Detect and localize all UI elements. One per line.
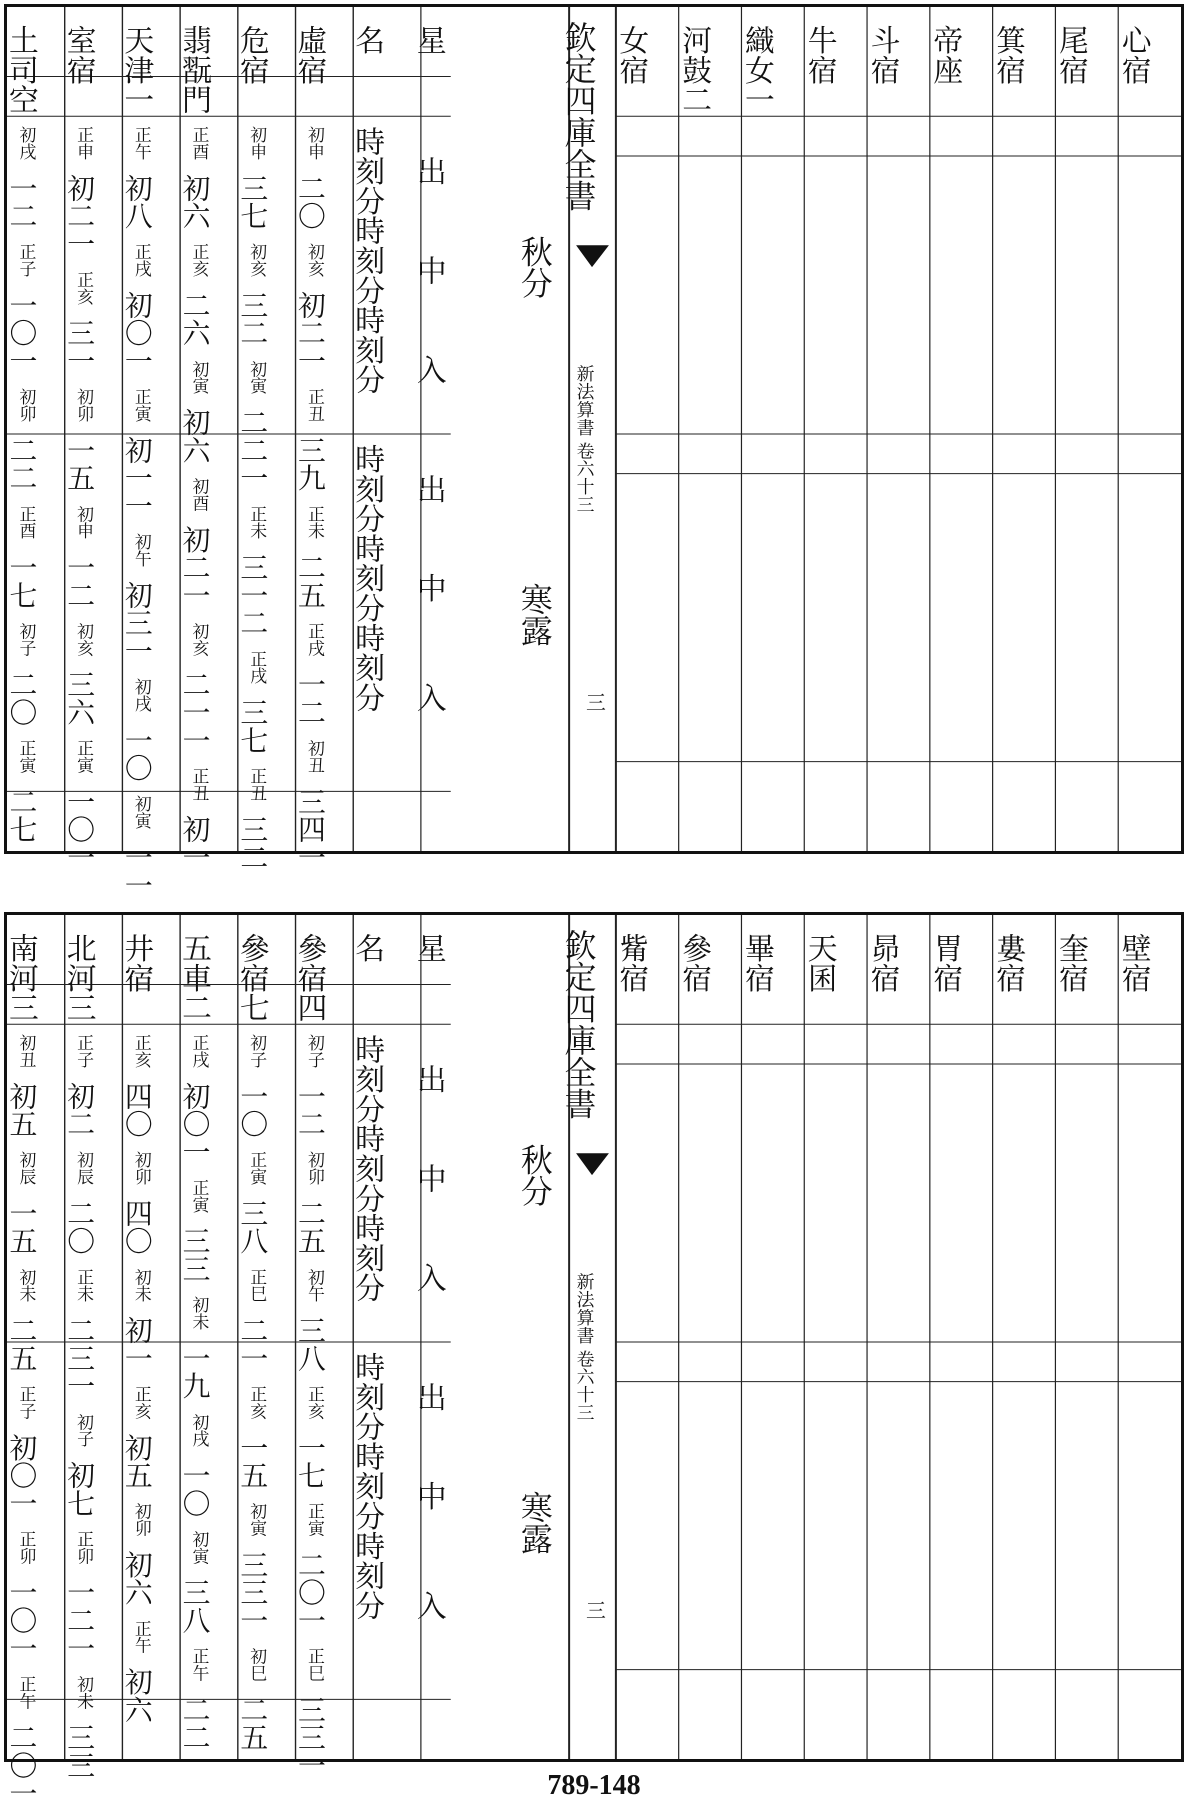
reading-value: 三一二 xyxy=(235,553,269,637)
star-name: 翡翫門 xyxy=(176,24,212,115)
time-value: 正卯 xyxy=(74,1530,95,1565)
upper-table-page xyxy=(3,4,1184,899)
volume-label: 新法算書 卷六十三 xyxy=(573,364,595,514)
upper-table xyxy=(3,7,1181,899)
reading-value: 三七 xyxy=(235,173,269,230)
reading-value: 四〇 xyxy=(119,1081,153,1138)
time-value: 正亥 xyxy=(74,271,95,305)
time-value: 初戌 xyxy=(16,126,37,160)
time-value: 初未 xyxy=(74,1675,95,1710)
time-value: 初卯 xyxy=(305,1151,326,1186)
reading-value: 一九 xyxy=(177,1343,211,1400)
header-label: 名 xyxy=(349,24,385,55)
reading-value: 一二 xyxy=(62,553,96,609)
reading-value: 二〇 xyxy=(4,670,38,726)
time-value: 初子 xyxy=(16,622,37,657)
reading-value: 一〇 xyxy=(235,1081,269,1138)
time-value: 初戌 xyxy=(190,1413,211,1448)
time-value: 正子 xyxy=(16,243,37,278)
reading-value: 二五 xyxy=(235,1695,269,1752)
time-value: 初卯 xyxy=(132,1502,153,1537)
header-label: 名 xyxy=(349,932,385,963)
time-value: 正午 xyxy=(132,126,153,160)
star-name: 河鼓二 xyxy=(676,24,712,115)
time-value: 初寅 xyxy=(190,1530,211,1565)
unit-row: 時刻分時刻分時刻分 xyxy=(349,1034,385,1303)
time-value: 初寅 xyxy=(247,1502,268,1537)
reading-value: 三二 xyxy=(235,290,269,347)
reading-value: 初〇一 xyxy=(119,290,153,375)
time-value: 正午 xyxy=(132,1619,153,1654)
page-number: 789-148 xyxy=(547,1770,641,1801)
time-value: 正亥 xyxy=(132,1385,153,1420)
reading-value: 三九 xyxy=(292,435,326,492)
reading-value: 二七 xyxy=(4,787,38,844)
star-name: 壁宿 xyxy=(1116,932,1152,993)
time-value: 正未 xyxy=(305,505,326,540)
phase-header: 出 xyxy=(411,155,447,186)
star-name: 斗宿 xyxy=(865,24,901,85)
time-value: 初子 xyxy=(247,1034,268,1068)
reading-value: 初一 xyxy=(119,1316,153,1372)
reading-value: 三三一 xyxy=(292,1695,326,1779)
phase-header: 星 xyxy=(411,932,447,963)
star-name: 參宿七 xyxy=(234,932,270,1023)
star-name: 參宿四 xyxy=(291,932,327,1023)
star-name: 參宿 xyxy=(676,932,712,993)
reading-value: 初二一 xyxy=(177,525,211,609)
star-name: 五車二 xyxy=(176,932,212,1023)
time-value: 正酉 xyxy=(190,126,211,160)
time-value: 初亥 xyxy=(247,243,268,278)
star-name: 心宿 xyxy=(1116,24,1152,85)
unit-row-2: 時刻分時刻分時刻分 xyxy=(349,1351,385,1620)
solar-term: 寒露 xyxy=(515,582,553,647)
reading-value: 二一 xyxy=(235,1316,269,1372)
reading-value: 初〇一 xyxy=(4,1433,38,1517)
star-name: 織女一 xyxy=(739,24,775,115)
phase-header: 出 xyxy=(411,473,447,504)
reading-value: 三七 xyxy=(235,698,269,754)
star-name: 女宿 xyxy=(613,24,649,85)
reading-value: 二〇 xyxy=(292,173,326,230)
reading-value: 二〇一 xyxy=(292,1550,326,1634)
star-name: 危宿 xyxy=(234,24,270,85)
reading-value: 二五 xyxy=(292,553,326,609)
star-name: 井宿 xyxy=(118,932,154,993)
star-name: 北河三 xyxy=(61,932,97,1023)
reading-value: 初〇一 xyxy=(177,1081,211,1166)
time-value: 初未 xyxy=(132,1268,153,1303)
reading-value: 一五 xyxy=(235,1433,269,1489)
reading-value: 二六 xyxy=(177,290,211,347)
time-value: 正寅 xyxy=(190,1179,211,1213)
phase-header: 出 xyxy=(411,1063,447,1094)
star-name: 帝座 xyxy=(927,24,963,85)
reading-value: 一〇 xyxy=(119,725,153,782)
time-value: 正寅 xyxy=(305,1502,326,1537)
reading-value: 初二一 xyxy=(292,290,326,375)
time-value: 初亥 xyxy=(305,243,326,278)
time-value: 初卯 xyxy=(16,388,37,423)
phase-header: 中 xyxy=(411,572,447,603)
volume-label: 新法算書 卷六十三 xyxy=(573,1272,595,1422)
phase-header: 入 xyxy=(411,1262,447,1293)
reading-value: 一七 xyxy=(292,1433,326,1489)
time-value: 初子 xyxy=(74,1413,95,1448)
reading-value: 三二 xyxy=(235,815,269,871)
time-value: 正午 xyxy=(190,1647,211,1682)
star-name: 昴宿 xyxy=(865,932,901,993)
star-name: 奎宿 xyxy=(1053,932,1089,993)
star-name: 土司空 xyxy=(3,24,39,115)
reading-value: 二五 xyxy=(4,1316,38,1372)
time-value: 正丑 xyxy=(190,767,211,802)
time-value: 正戌 xyxy=(190,1034,211,1068)
star-name: 婁宿 xyxy=(990,932,1026,993)
reading-value: 二五 xyxy=(292,1198,326,1255)
time-value: 正丑 xyxy=(305,388,326,423)
time-value: 初亥 xyxy=(190,622,211,657)
time-value: 初戌 xyxy=(132,678,153,712)
time-value: 正戌 xyxy=(305,622,326,657)
time-value: 正戌 xyxy=(247,650,268,685)
time-value: 初未 xyxy=(16,1268,37,1303)
phase-header: 中 xyxy=(411,1163,447,1194)
reading-value: 初六 xyxy=(119,1667,153,1724)
book-title: 欽定四庫全書 xyxy=(559,20,597,212)
solar-term: 秋分 xyxy=(515,235,553,299)
time-value: 初辰 xyxy=(16,1151,37,1186)
time-value: 正丑 xyxy=(247,767,268,802)
reading-value: 三四一 xyxy=(292,787,326,871)
time-value: 初申 xyxy=(74,505,95,540)
reading-value: 初六 xyxy=(177,173,211,230)
time-value: 正子 xyxy=(16,1385,37,1420)
star-name: 虛宿 xyxy=(291,24,327,85)
time-value: 初未 xyxy=(190,1296,211,1331)
time-value: 正亥 xyxy=(132,1034,153,1068)
reading-value: 一〇一 xyxy=(62,787,96,871)
star-name: 室宿 xyxy=(61,24,97,85)
phase-header: 入 xyxy=(411,682,447,712)
time-value: 正寅 xyxy=(132,388,153,423)
reading-value: 三六 xyxy=(62,670,96,726)
time-value: 正巳 xyxy=(305,1647,326,1682)
time-value: 正未 xyxy=(247,505,268,540)
time-value: 初丑 xyxy=(305,739,326,774)
time-value: 正午 xyxy=(16,1675,37,1710)
phase-header: 出 xyxy=(411,1381,447,1412)
star-name: 胃宿 xyxy=(927,932,963,993)
solar-term: 寒露 xyxy=(515,1490,553,1555)
unit-row-2: 時刻分時刻分時刻分 xyxy=(349,443,385,712)
time-value: 初卯 xyxy=(132,1151,153,1186)
reading-value: 初三一 xyxy=(119,580,153,665)
reading-value: 二二 xyxy=(4,435,38,492)
fishtail-mark-icon xyxy=(576,1153,609,1175)
reading-value: 初一一 xyxy=(119,435,153,520)
reading-value: 初六 xyxy=(119,1550,153,1607)
reading-value: 一七 xyxy=(4,553,38,609)
reading-value: 一〇一 xyxy=(4,290,38,375)
reading-value: 三一 xyxy=(62,318,96,375)
phase-header: 入 xyxy=(411,1590,447,1620)
reading-value: 一五 xyxy=(62,435,96,492)
star-name: 畢宿 xyxy=(739,932,775,993)
time-value: 初申 xyxy=(305,126,326,160)
time-value: 正卯 xyxy=(16,1530,37,1565)
reading-value: 一五 xyxy=(4,1198,38,1255)
time-value: 初巳 xyxy=(247,1647,268,1682)
reading-value: 三三 xyxy=(177,1226,211,1283)
reading-value: 初六 xyxy=(177,408,211,464)
reading-value: 初五 xyxy=(4,1081,38,1138)
reading-value: 二〇一 xyxy=(4,1723,38,1807)
reading-value: 二三一 xyxy=(62,1316,96,1400)
reading-value: 一〇一 xyxy=(4,1578,38,1662)
time-value: 初寅 xyxy=(247,360,268,395)
time-value: 初午 xyxy=(132,533,153,568)
phase-header: 中 xyxy=(411,255,447,286)
solar-term: 秋分 xyxy=(515,1143,553,1207)
time-value: 正寅 xyxy=(16,739,37,774)
reading-value: 二二 xyxy=(177,1695,211,1752)
reading-value: 一二一 xyxy=(62,1578,96,1662)
time-value: 初寅 xyxy=(190,360,211,395)
time-value: 正寅 xyxy=(247,1151,268,1186)
time-value: 正未 xyxy=(74,1268,95,1303)
folio-number: 三 xyxy=(582,1600,606,1620)
reading-value: 初一 xyxy=(177,815,211,871)
star-name: 尾宿 xyxy=(1053,24,1089,85)
reading-value: 一二 xyxy=(292,670,326,726)
reading-value: 二一一 xyxy=(177,670,211,754)
time-value: 初辰 xyxy=(74,1151,95,1186)
time-value: 初子 xyxy=(305,1034,326,1068)
time-value: 初亥 xyxy=(74,622,95,657)
unit-row: 時刻分時刻分時刻分 xyxy=(349,126,385,395)
reading-value: 二〇 xyxy=(62,1198,96,1255)
folio-number: 三 xyxy=(582,692,606,712)
time-value: 正戌 xyxy=(132,243,153,278)
time-value: 正子 xyxy=(74,1034,95,1068)
time-value: 正巳 xyxy=(247,1268,268,1303)
time-value: 初寅 xyxy=(132,795,153,830)
time-value: 初午 xyxy=(305,1268,326,1303)
reading-value: 初八 xyxy=(119,173,153,230)
reading-value: 一二 xyxy=(292,1081,326,1138)
reading-value: 初七 xyxy=(62,1461,96,1517)
star-name: 箕宿 xyxy=(990,24,1026,85)
book-title: 欽定四庫全書 xyxy=(559,928,597,1120)
reading-value: 一一 xyxy=(119,843,153,899)
reading-value: 一二 xyxy=(4,173,38,230)
reading-value: 一〇 xyxy=(177,1461,211,1517)
star-name: 南河三 xyxy=(3,932,39,1023)
reading-value: 三八 xyxy=(177,1578,211,1634)
star-name: 天囷 xyxy=(802,932,838,993)
phase-header: 入 xyxy=(411,354,447,385)
reading-value: 二二一 xyxy=(235,408,269,492)
time-value: 正亥 xyxy=(247,1385,268,1420)
phase-header: 中 xyxy=(411,1480,447,1511)
time-value: 初丑 xyxy=(16,1034,37,1068)
reading-value: 三三一 xyxy=(235,1550,269,1634)
time-value: 正亥 xyxy=(190,243,211,278)
time-value: 初酉 xyxy=(190,477,211,512)
reading-value: 初二 xyxy=(62,1081,96,1138)
reading-value: 四〇 xyxy=(119,1198,153,1255)
star-name: 觜宿 xyxy=(613,932,649,993)
time-value: 正亥 xyxy=(305,1385,326,1420)
time-value: 初申 xyxy=(247,126,268,160)
star-name: 天津一 xyxy=(118,24,154,115)
phase-header: 星 xyxy=(411,24,447,55)
time-value: 正酉 xyxy=(16,505,37,540)
fishtail-mark-icon xyxy=(576,245,609,267)
time-value: 初卯 xyxy=(74,388,95,423)
time-value: 正申 xyxy=(74,126,95,160)
reading-value: 三八 xyxy=(292,1316,326,1372)
reading-value: 初五 xyxy=(119,1433,153,1489)
time-value: 正寅 xyxy=(74,739,95,774)
star-name: 牛宿 xyxy=(802,24,838,85)
reading-value: 初二一 xyxy=(62,173,96,258)
reading-value: 三八 xyxy=(235,1198,269,1255)
reading-value: 三三 xyxy=(62,1723,96,1779)
